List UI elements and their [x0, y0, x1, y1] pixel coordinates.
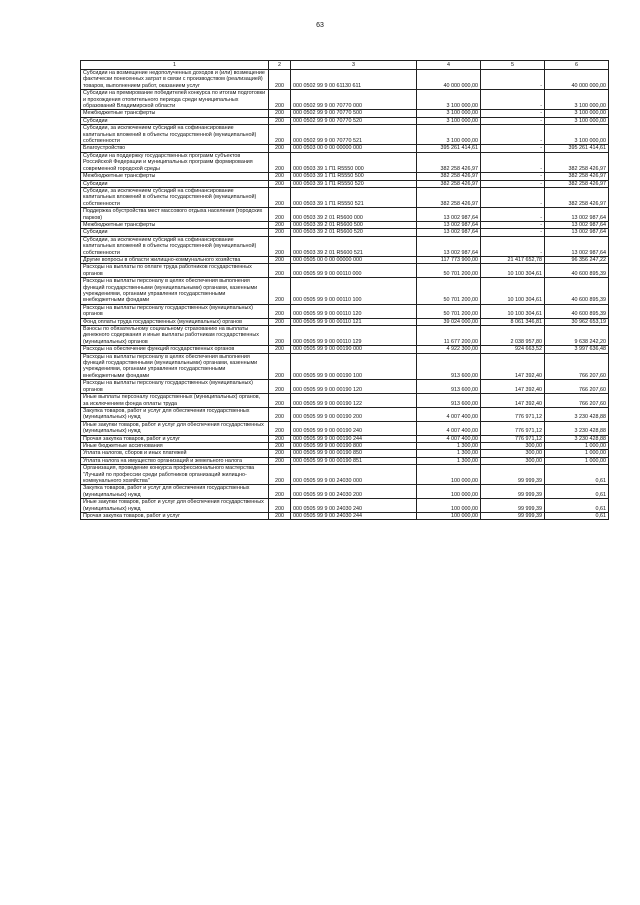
row-executed-amount-cell: - [481, 187, 545, 207]
row-unexecuted-amount-cell: 13 002 987,64 [545, 221, 609, 228]
row-name-cell: Субсидии, за исключением субсидий на софинансирование капитальных вложений в объекты государственной (муниципальной) собственности [81, 236, 269, 256]
row-approved-amount-cell: 117 773 900,00 [417, 256, 481, 263]
row-classification-code-cell: 000 0505 00 0 00 00000 000 [291, 256, 417, 263]
table-row [81, 229, 609, 236]
row-approved-amount-cell: 100 000,00 [417, 485, 481, 499]
table-row [81, 513, 609, 520]
table-row [81, 450, 609, 457]
row-classification-code-cell: 000 0503 39 1 П1 R5550 520 [291, 180, 417, 187]
row-approved-amount-cell: 913 600,00 [417, 380, 481, 394]
row-line-code-cell: 200 [269, 380, 291, 394]
row-line-code-cell: 200 [269, 208, 291, 222]
row-classification-code-cell: 000 0505 99 9 00 00110 100 [291, 278, 417, 305]
row-unexecuted-amount-cell: 0,61 [545, 513, 609, 520]
row-classification-code-cell: 000 0505 99 9 00 00190 240 [291, 421, 417, 435]
row-unexecuted-amount-cell: 30 962 653,19 [545, 318, 609, 325]
row-classification-code-cell: 000 0503 39 2 01 R5600 500 [291, 221, 417, 228]
column-header-4: 4 [417, 61, 481, 70]
row-approved-amount-cell: 1 300,00 [417, 450, 481, 457]
table-row [81, 346, 609, 353]
row-executed-amount-cell: 776 971,12 [481, 435, 545, 442]
table-row [81, 465, 609, 485]
row-name-cell: Межбюджетные трансферты [81, 173, 269, 180]
row-line-code-cell: 200 [269, 353, 291, 380]
row-line-code-cell: 200 [269, 450, 291, 457]
row-line-code-cell: 200 [269, 394, 291, 408]
row-line-code-cell: 200 [269, 110, 291, 117]
table-row [81, 90, 609, 110]
row-name-cell: Иные выплаты персоналу государственных (муниципальных) органов, за исключением фонда оплаты труда [81, 394, 269, 408]
row-line-code-cell: 200 [269, 187, 291, 207]
row-name-cell: Субсидии на возмещение недополученных доходов и (или) возмещение фактически понесенных затрат в связи с производством (реализацией) товаров, выполнением работ, оказанием услуг [81, 70, 269, 90]
row-approved-amount-cell: 50 701 200,00 [417, 264, 481, 278]
row-line-code-cell: 200 [269, 326, 291, 346]
row-classification-code-cell: 000 0505 99 9 00 00190 244 [291, 435, 417, 442]
table-row [81, 457, 609, 464]
row-approved-amount-cell: 1 300,00 [417, 442, 481, 449]
row-approved-amount-cell: 395 261 414,61 [417, 145, 481, 152]
row-unexecuted-amount-cell: 382 258 426,97 [545, 152, 609, 172]
row-unexecuted-amount-cell: 382 258 426,97 [545, 173, 609, 180]
row-approved-amount-cell: 4 007 400,00 [417, 407, 481, 421]
table-row [81, 180, 609, 187]
row-classification-code-cell: 000 0505 99 9 00 24030 240 [291, 499, 417, 513]
row-classification-code-cell: 000 0505 99 9 00 00190 851 [291, 457, 417, 464]
row-unexecuted-amount-cell: 382 258 426,97 [545, 187, 609, 207]
row-line-code-cell: 200 [269, 125, 291, 145]
row-classification-code-cell: 000 0503 39 2 01 R5600 520 [291, 229, 417, 236]
row-executed-amount-cell: 147 392,40 [481, 353, 545, 380]
row-unexecuted-amount-cell: 40 000 000,00 [545, 70, 609, 90]
row-name-cell: Расходы на выплаты персоналу в целях обеспечения выполнения функций государственными (муниципальными) органами, казенными учреждениями, органами управления государственными внебюджетными фондами [81, 278, 269, 305]
row-approved-amount-cell: 13 002 987,64 [417, 229, 481, 236]
row-unexecuted-amount-cell: 0,61 [545, 499, 609, 513]
row-executed-amount-cell: - [481, 117, 545, 124]
table-row [81, 152, 609, 172]
row-classification-code-cell: 000 0503 39 1 П1 R5550 500 [291, 173, 417, 180]
row-name-cell: Иные бюджетные ассигнования [81, 442, 269, 449]
row-classification-code-cell: 000 0505 99 9 00 24030 200 [291, 485, 417, 499]
row-executed-amount-cell: 21 417 652,78 [481, 256, 545, 263]
row-unexecuted-amount-cell: 1 000,00 [545, 450, 609, 457]
row-unexecuted-amount-cell: 3 230 428,88 [545, 421, 609, 435]
row-name-cell: Закупка товаров, работ и услуг для обеспечения государственных (муниципальных) нужд [81, 407, 269, 421]
table-row [81, 173, 609, 180]
table-body [81, 70, 609, 520]
row-executed-amount-cell: 300,00 [481, 450, 545, 457]
row-line-code-cell: 200 [269, 304, 291, 318]
row-line-code-cell: 200 [269, 499, 291, 513]
row-unexecuted-amount-cell: 382 258 426,97 [545, 180, 609, 187]
row-approved-amount-cell: 50 701 200,00 [417, 278, 481, 305]
row-executed-amount-cell: - [481, 229, 545, 236]
row-approved-amount-cell: 4 922 300,00 [417, 346, 481, 353]
row-executed-amount-cell: 147 392,40 [481, 380, 545, 394]
table-row [81, 304, 609, 318]
row-classification-code-cell: 000 0505 99 9 00 00110 129 [291, 326, 417, 346]
row-approved-amount-cell: 4 007 400,00 [417, 421, 481, 435]
row-line-code-cell: 200 [269, 221, 291, 228]
row-approved-amount-cell: 1 300,00 [417, 457, 481, 464]
row-line-code-cell: 200 [269, 145, 291, 152]
row-executed-amount-cell: 300,00 [481, 457, 545, 464]
row-approved-amount-cell: 3 100 000,00 [417, 117, 481, 124]
row-approved-amount-cell: 382 258 426,97 [417, 187, 481, 207]
row-approved-amount-cell: 50 701 200,00 [417, 304, 481, 318]
row-name-cell: Межбюджетные трансферты [81, 221, 269, 228]
table-row [81, 187, 609, 207]
row-executed-amount-cell: 10 100 304,61 [481, 264, 545, 278]
row-name-cell: Расходы на выплаты персоналу государственных (муниципальных) органов [81, 304, 269, 318]
row-executed-amount-cell: 776 971,12 [481, 421, 545, 435]
row-unexecuted-amount-cell: 13 002 987,64 [545, 229, 609, 236]
row-name-cell: Фонд оплаты труда государственных (муниципальных) органов [81, 318, 269, 325]
row-unexecuted-amount-cell: 3 100 000,00 [545, 110, 609, 117]
row-executed-amount-cell: 99 999,39 [481, 465, 545, 485]
row-approved-amount-cell: 39 024 000,00 [417, 318, 481, 325]
table-row [81, 256, 609, 263]
row-line-code-cell: 200 [269, 236, 291, 256]
row-classification-code-cell: 000 0502 99 9 00 70770 521 [291, 125, 417, 145]
row-name-cell: Субсидии, за исключением субсидий на софинансирование капитальных вложений в объекты государственной (муниципальной) собственности [81, 187, 269, 207]
row-classification-code-cell: 000 0505 99 9 00 24030 000 [291, 465, 417, 485]
row-line-code-cell: 200 [269, 264, 291, 278]
row-name-cell: Субсидии на премирование победителей конкурса по итогам подготовки и прохождения отопительного периода среди муниципальных образований Владимирской области [81, 90, 269, 110]
row-executed-amount-cell: - [481, 221, 545, 228]
row-name-cell: Прочая закупка товаров, работ и услуг [81, 435, 269, 442]
row-line-code-cell: 200 [269, 229, 291, 236]
table-row [81, 278, 609, 305]
table-row [81, 394, 609, 408]
row-line-code-cell: 200 [269, 70, 291, 90]
table-row [81, 380, 609, 394]
row-name-cell: Субсидии [81, 180, 269, 187]
table-row [81, 326, 609, 346]
row-unexecuted-amount-cell: 395 261 414,61 [545, 145, 609, 152]
row-executed-amount-cell: 776 971,12 [481, 407, 545, 421]
row-name-cell: Организация, проведение конкурса профессионального мастерства "Лучший по профессии среди работников организаций жилищно-коммунального хозяйства" [81, 465, 269, 485]
row-approved-amount-cell: 100 000,00 [417, 465, 481, 485]
row-name-cell: Благоустройство [81, 145, 269, 152]
row-approved-amount-cell: 40 000 000,00 [417, 70, 481, 90]
row-unexecuted-amount-cell: 3 997 636,48 [545, 346, 609, 353]
row-name-cell: Расходы на обеспечение функций государственных органов [81, 346, 269, 353]
row-unexecuted-amount-cell: 40 600 895,39 [545, 304, 609, 318]
row-approved-amount-cell: 13 002 987,64 [417, 221, 481, 228]
row-unexecuted-amount-cell: 96 356 247,22 [545, 256, 609, 263]
row-name-cell: Прочая закупка товаров, работ и услуг [81, 513, 269, 520]
row-executed-amount-cell: 8 061 346,81 [481, 318, 545, 325]
row-line-code-cell: 200 [269, 442, 291, 449]
row-classification-code-cell: 000 0505 99 9 00 00110 121 [291, 318, 417, 325]
row-classification-code-cell: 000 0505 99 9 00 00190 800 [291, 442, 417, 449]
row-executed-amount-cell: - [481, 208, 545, 222]
row-unexecuted-amount-cell: 3 230 428,88 [545, 407, 609, 421]
row-unexecuted-amount-cell: 766 207,60 [545, 394, 609, 408]
row-name-cell: Поддержка обустройства мест массового отдыха населения (городских парков) [81, 208, 269, 222]
table-row [81, 442, 609, 449]
row-line-code-cell: 200 [269, 173, 291, 180]
table-row [81, 110, 609, 117]
row-unexecuted-amount-cell: 40 600 895,39 [545, 264, 609, 278]
row-unexecuted-amount-cell: 3 230 428,88 [545, 435, 609, 442]
table-row [81, 407, 609, 421]
row-executed-amount-cell: 99 999,39 [481, 485, 545, 499]
table-header-row [81, 61, 609, 70]
row-name-cell: Субсидии на поддержку государственных программ субъектов Российской Федерации и муниципальных программ формирования современной городской среды [81, 152, 269, 172]
column-header-5: 5 [481, 61, 545, 70]
row-approved-amount-cell: 3 100 000,00 [417, 125, 481, 145]
row-approved-amount-cell: 382 258 426,97 [417, 152, 481, 172]
row-name-cell: Уплата налогов, сборов и иных платежей [81, 450, 269, 457]
table-row [81, 353, 609, 380]
row-executed-amount-cell: 10 100 304,61 [481, 278, 545, 305]
row-classification-code-cell: 000 0502 99 9 00 70770 500 [291, 110, 417, 117]
row-classification-code-cell: 000 0505 99 9 00 00190 000 [291, 346, 417, 353]
row-unexecuted-amount-cell: 1 000,00 [545, 457, 609, 464]
row-executed-amount-cell: 2 038 957,80 [481, 326, 545, 346]
row-unexecuted-amount-cell: 766 207,60 [545, 353, 609, 380]
row-executed-amount-cell: 10 100 304,61 [481, 304, 545, 318]
row-classification-code-cell: 000 0503 00 0 00 00000 000 [291, 145, 417, 152]
row-name-cell: Иные закупки товаров, работ и услуг для обеспечения государственных (муниципальных) нужд [81, 421, 269, 435]
row-classification-code-cell: 000 0505 99 9 00 00110 120 [291, 304, 417, 318]
column-header-6: 6 [545, 61, 609, 70]
row-classification-code-cell: 000 0505 99 9 00 00190 200 [291, 407, 417, 421]
table-row [81, 117, 609, 124]
row-classification-code-cell: 000 0502 99 9 00 61130 611 [291, 70, 417, 90]
row-executed-amount-cell: 300,00 [481, 442, 545, 449]
row-unexecuted-amount-cell: 3 100 000,00 [545, 117, 609, 124]
row-unexecuted-amount-cell: 9 638 242,20 [545, 326, 609, 346]
row-approved-amount-cell: 382 258 426,97 [417, 173, 481, 180]
row-approved-amount-cell: 913 600,00 [417, 394, 481, 408]
row-executed-amount-cell: - [481, 125, 545, 145]
row-classification-code-cell: 000 0505 99 9 00 00190 850 [291, 450, 417, 457]
row-approved-amount-cell: 3 100 000,00 [417, 110, 481, 117]
row-unexecuted-amount-cell: 0,61 [545, 465, 609, 485]
row-unexecuted-amount-cell: 0,61 [545, 485, 609, 499]
column-header-1: 1 [81, 61, 269, 70]
row-executed-amount-cell: 99 999,39 [481, 513, 545, 520]
row-unexecuted-amount-cell: 3 100 000,00 [545, 125, 609, 145]
table-row [81, 70, 609, 90]
row-line-code-cell: 200 [269, 346, 291, 353]
row-line-code-cell: 200 [269, 457, 291, 464]
row-unexecuted-amount-cell: 13 002 987,64 [545, 208, 609, 222]
row-line-code-cell: 200 [269, 465, 291, 485]
row-approved-amount-cell: 4 007 400,00 [417, 435, 481, 442]
table-row [81, 125, 609, 145]
row-line-code-cell: 200 [269, 513, 291, 520]
row-executed-amount-cell: - [481, 145, 545, 152]
row-approved-amount-cell: 913 600,00 [417, 353, 481, 380]
row-name-cell: Субсидии [81, 117, 269, 124]
row-line-code-cell: 200 [269, 407, 291, 421]
row-unexecuted-amount-cell: 766 207,60 [545, 380, 609, 394]
row-classification-code-cell: 000 0503 39 2 01 R5600 521 [291, 236, 417, 256]
row-name-cell: Закупка товаров, работ и услуг для обеспечения государственных (муниципальных) нужд [81, 485, 269, 499]
row-line-code-cell: 200 [269, 90, 291, 110]
row-classification-code-cell: 000 0503 39 1 П1 R5550 521 [291, 187, 417, 207]
row-line-code-cell: 200 [269, 117, 291, 124]
row-name-cell: Другие вопросы в области жилищно-коммунального хозяйства [81, 256, 269, 263]
row-executed-amount-cell: - [481, 70, 545, 90]
row-line-code-cell: 200 [269, 180, 291, 187]
row-approved-amount-cell: 3 100 000,00 [417, 90, 481, 110]
row-executed-amount-cell: - [481, 90, 545, 110]
row-classification-code-cell: 000 0502 99 9 00 70770 000 [291, 90, 417, 110]
column-header-3: 3 [291, 61, 417, 70]
row-approved-amount-cell: 13 002 987,64 [417, 236, 481, 256]
row-unexecuted-amount-cell: 3 100 000,00 [545, 90, 609, 110]
table-row [81, 145, 609, 152]
column-header-2: 2 [269, 61, 291, 70]
row-line-code-cell: 200 [269, 485, 291, 499]
table-row [81, 421, 609, 435]
table-row [81, 318, 609, 325]
row-name-cell: Расходы на выплаты персоналу государственных (муниципальных) органов [81, 380, 269, 394]
row-classification-code-cell: 000 0505 99 9 00 00190 100 [291, 353, 417, 380]
row-line-code-cell: 200 [269, 421, 291, 435]
row-executed-amount-cell: 924 663,52 [481, 346, 545, 353]
row-executed-amount-cell: - [481, 173, 545, 180]
table-row [81, 485, 609, 499]
budget-execution-table [80, 60, 609, 520]
table-row [81, 264, 609, 278]
row-approved-amount-cell: 100 000,00 [417, 499, 481, 513]
row-name-cell: Взносы по обязательному социальному страхованию на выплаты денежного содержания и иные выплаты работникам государственных (муниципальных) органов [81, 326, 269, 346]
table-row [81, 236, 609, 256]
row-classification-code-cell: 000 0505 99 9 00 00190 120 [291, 380, 417, 394]
row-classification-code-cell: 000 0505 99 9 00 00190 122 [291, 394, 417, 408]
row-classification-code-cell: 000 0503 39 1 П1 R5550 000 [291, 152, 417, 172]
row-line-code-cell: 200 [269, 318, 291, 325]
row-executed-amount-cell: 147 392,40 [481, 394, 545, 408]
row-name-cell: Расходы на выплаты по оплате труда работников государственных органов [81, 264, 269, 278]
row-classification-code-cell: 000 0505 99 9 00 24030 244 [291, 513, 417, 520]
row-executed-amount-cell: - [481, 236, 545, 256]
table-row [81, 208, 609, 222]
row-classification-code-cell: 000 0505 99 9 00 00110 000 [291, 264, 417, 278]
row-name-cell: Расходы на выплаты персоналу в целях обеспечения выполнения функций государственными (муниципальными) органами, казенными учреждениями, органами управления государственными внебюджетными фондами [81, 353, 269, 380]
row-name-cell: Субсидии [81, 229, 269, 236]
row-approved-amount-cell: 13 002 987,64 [417, 208, 481, 222]
row-unexecuted-amount-cell: 1 000,00 [545, 442, 609, 449]
row-line-code-cell: 200 [269, 435, 291, 442]
row-line-code-cell: 200 [269, 152, 291, 172]
row-line-code-cell: 200 [269, 256, 291, 263]
row-approved-amount-cell: 382 258 426,97 [417, 180, 481, 187]
row-name-cell: Уплата налога на имущество организаций и земельного налога [81, 457, 269, 464]
row-approved-amount-cell: 100 000,00 [417, 513, 481, 520]
row-name-cell: Субсидии, за исключением субсидий на софинансирование капитальных вложений в объекты государственной (муниципальной) собственности [81, 125, 269, 145]
table-row [81, 435, 609, 442]
row-executed-amount-cell: 99 999,39 [481, 499, 545, 513]
row-name-cell: Иные закупки товаров, работ и услуг для обеспечения государственных (муниципальных) нужд [81, 499, 269, 513]
row-name-cell: Межбюджетные трансферты [81, 110, 269, 117]
table-row [81, 221, 609, 228]
row-classification-code-cell: 000 0502 99 9 00 70770 520 [291, 117, 417, 124]
table-row [81, 499, 609, 513]
page-number: 63 [316, 22, 324, 29]
row-unexecuted-amount-cell: 13 002 987,64 [545, 236, 609, 256]
row-classification-code-cell: 000 0503 39 2 01 R5600 000 [291, 208, 417, 222]
row-executed-amount-cell: - [481, 110, 545, 117]
row-approved-amount-cell: 11 677 200,00 [417, 326, 481, 346]
row-line-code-cell: 200 [269, 278, 291, 305]
row-executed-amount-cell: - [481, 152, 545, 172]
row-executed-amount-cell: - [481, 180, 545, 187]
row-unexecuted-amount-cell: 40 600 895,39 [545, 278, 609, 305]
